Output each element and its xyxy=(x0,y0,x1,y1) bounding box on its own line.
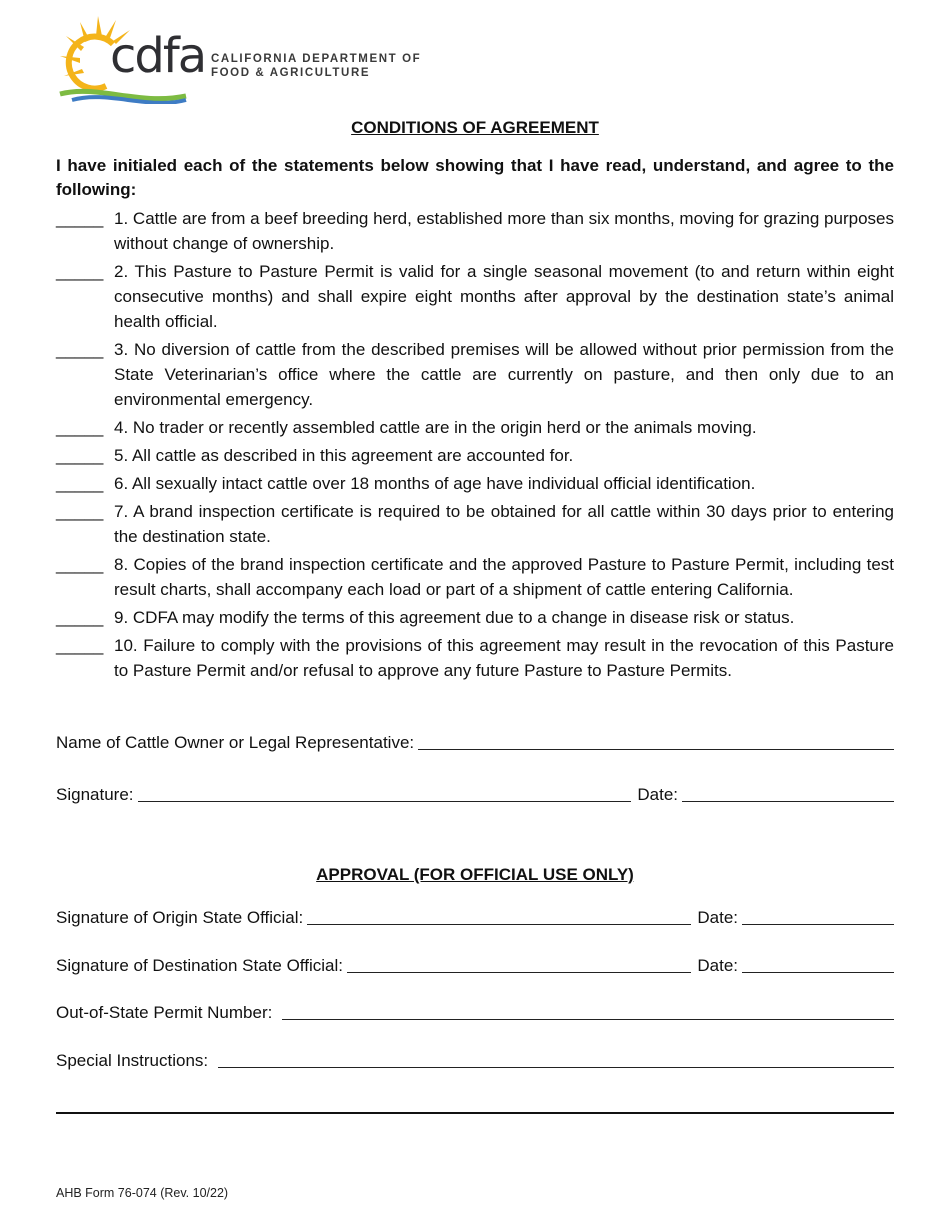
special-instructions-label: Special Instructions: xyxy=(56,1051,209,1070)
condition-text: 9. CDFA may modify the terms of this agreement due to a change in disease risk or status. xyxy=(114,608,795,627)
destination-official-row xyxy=(56,955,894,977)
owner-signature-field[interactable] xyxy=(138,800,632,802)
initial-blank[interactable]: _____ xyxy=(56,502,104,521)
logo-wordmark: cdfa xyxy=(110,28,206,84)
condition-item xyxy=(56,605,894,630)
destination-official-signature-field[interactable] xyxy=(347,971,691,973)
initial-blank[interactable]: _____ xyxy=(56,608,104,627)
condition-text: 4. No trader or recently assembled cattle are in the origin herd or the animals moving. xyxy=(114,418,757,437)
condition-text: 7. A brand inspection certificate is required to be obtained for all cattle within 30 days prior to entering the destination state. xyxy=(114,502,894,546)
approval-title: APPROVAL (FOR OFFICIAL USE ONLY) xyxy=(316,865,634,884)
condition-item xyxy=(56,499,894,549)
destination-date-label: Date: xyxy=(697,956,738,975)
condition-item xyxy=(56,552,894,602)
organization-name-line2: FOOD & AGRICULTURE xyxy=(211,67,371,79)
special-instructions-field[interactable] xyxy=(218,1066,894,1068)
condition-text: 2. This Pasture to Pasture Permit is valid for a single seasonal movement (to and return within eight consecutive months) and shall expire eight months after approval by the destination state’s animal health official. xyxy=(114,262,894,331)
condition-item xyxy=(56,633,894,683)
initial-blank[interactable]: _____ xyxy=(56,555,104,574)
condition-text: 3. No diversion of cattle from the described premises will be allowed without prior permission from the State Veterinarian’s office where the cattle are currently on pasture, and then only due to an environmental emergency. xyxy=(114,340,894,409)
condition-text: 5. All cattle as described in this agreement are accounted for. xyxy=(114,446,574,465)
owner-signature-row xyxy=(56,784,894,806)
organization-name xyxy=(211,52,421,80)
permit-number-label: Out-of-State Permit Number: xyxy=(56,1003,273,1022)
conditions-title: CONDITIONS OF AGREEMENT xyxy=(351,118,599,137)
form-id: AHB Form 76-074 (Rev. 10/22) xyxy=(56,1186,229,1200)
initial-blank[interactable]: _____ xyxy=(56,262,104,281)
condition-text: 6. All sexually intact cattle over 18 months of age have individual official identification. xyxy=(114,474,756,493)
origin-official-signature-field[interactable] xyxy=(307,923,691,925)
owner-signature-label: Signature: xyxy=(56,785,134,804)
condition-text: 10. Failure to comply with the provisions of this agreement may result in the revocation of this Pasture to Pasture Permit and/or refusal to approve any future Pasture to Pasture Permits. xyxy=(114,636,894,680)
origin-official-row xyxy=(56,907,894,929)
origin-date-label: Date: xyxy=(697,908,738,927)
initial-blank[interactable]: _____ xyxy=(56,209,104,228)
conditions-list xyxy=(56,206,894,686)
initial-blank[interactable]: _____ xyxy=(56,446,104,465)
condition-item xyxy=(56,259,894,334)
initial-blank[interactable]: _____ xyxy=(56,340,104,359)
initial-blank[interactable]: _____ xyxy=(56,418,104,437)
condition-item xyxy=(56,471,894,496)
special-instructions-row xyxy=(56,1050,894,1072)
destination-date-field[interactable] xyxy=(742,971,894,973)
conditions-intro: I have initialed each of the statements below showing that I have read, understand, and agree to the following: xyxy=(56,156,894,199)
owner-date-field[interactable] xyxy=(682,800,894,802)
permit-number-field[interactable] xyxy=(282,1018,894,1020)
destination-official-label: Signature of Destination State Official: xyxy=(56,956,343,975)
initial-blank[interactable]: _____ xyxy=(56,474,104,493)
owner-name-row xyxy=(56,732,894,754)
condition-item xyxy=(56,206,894,256)
owner-name-label: Name of Cattle Owner or Legal Representative: xyxy=(56,733,415,752)
condition-text: 1. Cattle are from a beef breeding herd, established more than six months, moving for grazing purposes without change of ownership. xyxy=(114,209,894,253)
organization-name-line1: CALIFORNIA DEPARTMENT OF xyxy=(211,53,422,65)
cdfa-logo xyxy=(58,14,458,104)
condition-item xyxy=(56,443,894,468)
origin-official-label: Signature of Origin State Official: xyxy=(56,908,304,927)
owner-name-field[interactable] xyxy=(418,748,894,750)
condition-item xyxy=(56,337,894,412)
condition-item xyxy=(56,415,894,440)
owner-date-label: Date: xyxy=(637,785,678,804)
condition-text: 8. Copies of the brand inspection certificate and the approved Pasture to Pasture Permit, including test result charts, shall accompany each load or part of a shipment of cattle entering California. xyxy=(114,555,894,599)
permit-number-row xyxy=(56,1002,894,1024)
initial-blank[interactable]: _____ xyxy=(56,636,104,655)
origin-date-field[interactable] xyxy=(742,923,894,925)
instructions-continuation-line[interactable] xyxy=(56,1112,894,1114)
